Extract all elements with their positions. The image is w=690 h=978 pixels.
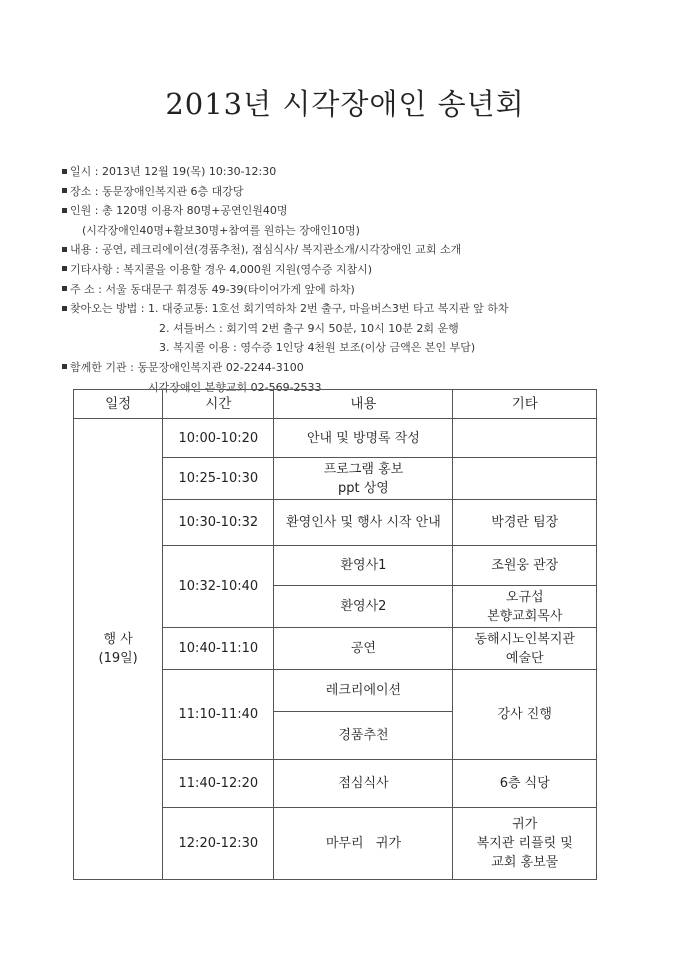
- time-cell: 11:10-11:40: [163, 670, 274, 760]
- bullet-icon: [62, 169, 67, 174]
- content-cell: 프로그램 홍보 ppt 상영: [274, 458, 453, 500]
- info-other: 기타사항 : 복지콜을 이용할 경우 4,000원 지원(영수증 지참시): [62, 260, 509, 280]
- info-directions-3: 3. 복지콜 이용 : 영수증 1인당 4천원 보조(이상 금액은 본인 부담): [159, 341, 476, 355]
- time-cell: 10:25-10:30: [163, 458, 274, 500]
- time-cell: 10:32-10:40: [163, 546, 274, 628]
- etc-cell: [453, 419, 597, 458]
- bullet-icon: [62, 364, 67, 369]
- time-cell: 12:20-12:30: [163, 808, 274, 880]
- content-cell: 공연: [274, 628, 453, 670]
- info-people-detail: (시각장애인40명+활보30명+참여를 원하는 장애인10명): [82, 223, 360, 237]
- content-cell: 레크리에이션: [274, 670, 453, 712]
- table-row: [74, 419, 597, 458]
- schedule-table: [73, 389, 597, 880]
- bullet-icon: [62, 208, 67, 213]
- info-org-1: 함께한 기관 : 동문장애인복지관 02-2244-3100: [62, 358, 509, 378]
- content-cell: 환영사1: [274, 546, 453, 586]
- etc-cell: 동해시노인복지관 예술단: [453, 628, 597, 670]
- content-cell: 점심식사: [274, 760, 453, 808]
- info-directions-2: 2. 셔틀버스 : 회기역 2번 출구 9시 50분, 10시 10분 2회 운행: [159, 321, 459, 335]
- etc-cell: 조원웅 관장: [453, 546, 597, 586]
- content-cell: 안내 및 방명록 작성: [274, 419, 453, 458]
- etc-cell: 6층 식당: [453, 760, 597, 808]
- page-title: 2013년 시각장애인 송년회: [165, 87, 525, 121]
- etc-cell: 귀가 복지관 리플릿 및 교회 홍보물: [453, 808, 597, 880]
- bullet-icon: [62, 306, 67, 311]
- table-header-row: [74, 390, 597, 419]
- time-cell: 10:40-11:10: [163, 628, 274, 670]
- event-info: [62, 162, 509, 397]
- info-people: 인원 : 총 120명 이용자 80명+공연인원40명: [62, 201, 509, 221]
- content-cell: 환영사2: [274, 586, 453, 628]
- schedule-cell: [74, 419, 163, 880]
- info-content: 내용 : 공연, 레크리에이션(경품추천), 점심식사/ 복지관소개/시각장애인 교회 소개: [62, 240, 509, 260]
- bullet-icon: [62, 188, 67, 193]
- content-cell: 마무리 귀가: [274, 808, 453, 880]
- time-cell: 10:00-10:20: [163, 419, 274, 458]
- header-content: 내용: [274, 390, 453, 419]
- info-directions-1: 찾아오는 방법 : 1. 대중교통: 1호선 회기역하차 2번 출구, 마을버스3번 타고 복지관 앞 하차: [62, 299, 509, 319]
- info-address: 주 소 : 서울 동대문구 휘경동 49-39(타이어가게 앞에 하차): [62, 280, 509, 300]
- bullet-icon: [62, 247, 67, 252]
- etc-cell: [453, 458, 597, 500]
- schedule-label: 행 사: [103, 632, 133, 647]
- etc-cell: 오규섭 본향교회목사: [453, 586, 597, 628]
- content-cell: 경품추천: [274, 712, 453, 760]
- header-time: 시간: [163, 390, 274, 419]
- bullet-icon: [62, 286, 67, 291]
- etc-cell: 강사 진행: [453, 670, 597, 760]
- content-cell: 환영인사 및 행사 시작 안내: [274, 500, 453, 546]
- time-cell: 11:40-12:20: [163, 760, 274, 808]
- info-date: 일시 : 2013년 12월 19(목) 10:30-12:30: [62, 162, 509, 182]
- info-org-2: 시각장애인 본향교회 02-569-2533: [148, 380, 322, 394]
- info-place: 장소 : 동문장애인복지관 6층 대강당: [62, 182, 509, 202]
- header-schedule: 일정: [74, 390, 163, 419]
- schedule-sub: (19일): [98, 651, 138, 666]
- etc-cell: 박경란 팀장: [453, 500, 597, 546]
- time-cell: 10:30-10:32: [163, 500, 274, 546]
- header-etc: 기타: [453, 390, 597, 419]
- bullet-icon: [62, 266, 67, 271]
